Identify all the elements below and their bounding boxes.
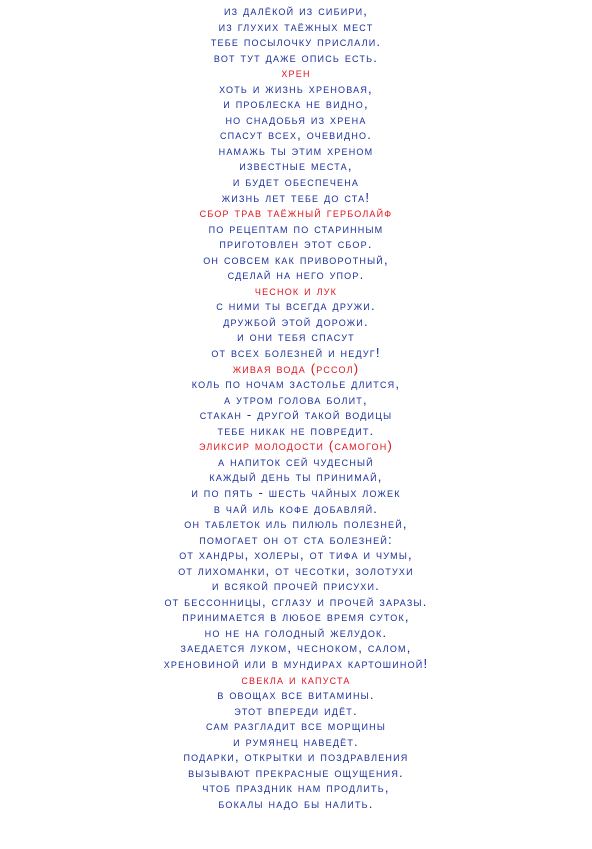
poem-line: тебе никак не повредит. (217, 422, 375, 438)
section-heading: эликсир молодости (самогон) (199, 438, 393, 454)
poem-line: каждый день ты принимай, (209, 469, 383, 485)
section-heading: живая вода (рссол) (232, 360, 360, 376)
poem-line: этот впереди идёт. (234, 702, 358, 718)
poem-line: дружбой этой дорожи. (223, 313, 369, 329)
poem-line: заедается луком, чесноком, салом, (180, 640, 412, 656)
poem-line: от хандры, холеры, от тифа и чумы, (179, 547, 413, 563)
poem-line: из далёкой из сибири, (223, 3, 369, 18)
poem-line: вот тут даже опись есть. (213, 49, 379, 65)
section-heading: хрен (281, 65, 311, 81)
poem-line: и проблеска не видно, (223, 96, 369, 112)
poem-line: помогает он от ста болезней: (199, 531, 393, 547)
poem-line: но не на голодный желудок. (204, 624, 388, 640)
section-heading: свекла и капуста (241, 671, 351, 687)
poem-line: и по пять - шесть чайных ложек (191, 484, 401, 500)
poem-line: известные места, (239, 158, 353, 174)
poem-line: от всех болезней и недуг! (211, 345, 381, 361)
poem-line: из глухих таёжных мест (218, 18, 374, 34)
poem-line: коль по ночам застолье длится, (191, 376, 401, 392)
poem-line: он совсем как приворотный, (203, 251, 389, 267)
poem-line: подарки, открытки и поздравления (183, 749, 409, 765)
poem-line: от бессонницы, сглазу и прочей заразы. (164, 593, 428, 609)
poem-line: принимается в любое время суток, (182, 609, 410, 625)
poem-line: тебе посылочку прислали. (210, 34, 382, 50)
poem-line: намажь ты этим хреном (218, 142, 374, 158)
poem-line: бокалы надо бы налить. (218, 795, 374, 811)
poem-line: сам разгладит все морщины (205, 718, 387, 734)
section-heading: чеснок и лук (254, 282, 338, 298)
poem-line: и они тебя спасут (237, 329, 355, 345)
poem-line: спасут всех, очевидно. (219, 127, 373, 143)
poem-line: вызывают прекрасные ощущения. (188, 764, 404, 780)
poem-line: он таблеток иль пилюль полезней, (184, 516, 408, 532)
poem-line: от лихоманки, от чесотки, золотухи (178, 562, 414, 578)
poem-line: но снадобья из хрена (225, 111, 367, 127)
poem-line: и всякой прочей присухи. (212, 578, 380, 594)
section-heading: сбор трав таёжный герболайф (199, 205, 393, 221)
poem-line: сделай на него упор. (227, 267, 365, 283)
poem-line: в чай иль кофе добавляй. (213, 500, 379, 516)
poem-line: хоть и жизнь хреновая, (219, 80, 373, 96)
poem-line: а утром голова болит, (224, 391, 368, 407)
poem-line: стакан - другой такой водицы (199, 407, 393, 423)
poem-line: приготовлен этот сбор. (219, 236, 373, 252)
poem-line: хреновиной или в мундирах картошиной! (163, 655, 429, 671)
poem-line: с ними ты всегда дружи. (216, 298, 376, 314)
poem-line: в овощах все витамины. (217, 687, 375, 703)
poem-line: по рецептам по старинным (208, 220, 384, 236)
poem-line: и будет обеспечена (232, 174, 360, 190)
poem-line: и румянец наведёт. (233, 733, 359, 749)
poem-line: чтоб праздник нам продлить, (202, 780, 390, 796)
poem-line: а напиток сей чудесный (218, 453, 374, 469)
poem-line: жизнь лет тебе до ста! (221, 189, 371, 205)
